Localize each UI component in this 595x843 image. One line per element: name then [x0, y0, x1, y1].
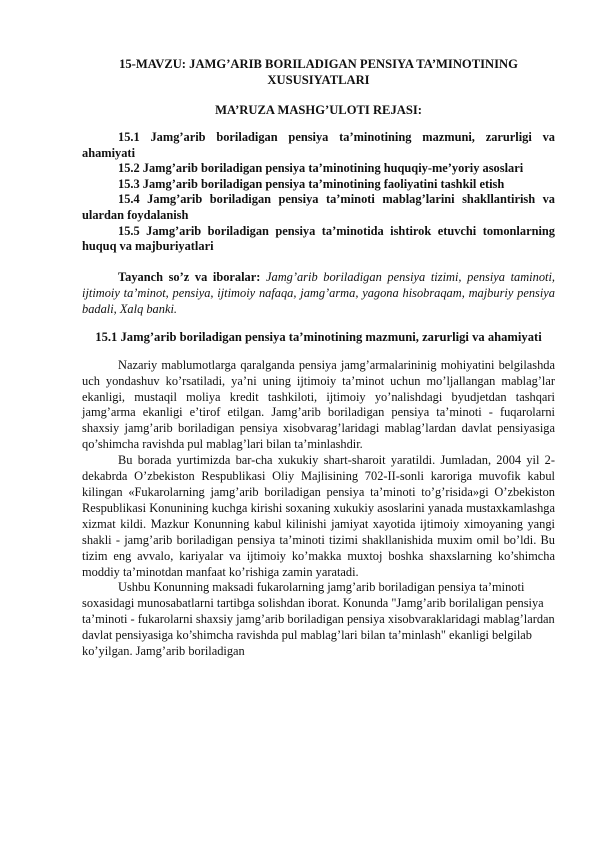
- plan-list: [82, 130, 555, 255]
- plan-item: 15.3 Jamg’arib boriladigan pensiya ta’minotining faoliyatini tashkil etish: [118, 176, 505, 191]
- document-title: 15-MAVZU: JAMG’ARIB BORILADIGAN PENSIYA TA’MINOTINING XUSUSIYATLARI: [119, 57, 518, 87]
- body-paragraph: Bu borada yurtimizda bar-cha xukukiy shart-sharoit yaratildi. Jumladan, 2004 yil 2-dekabrda O’zbekiston Respublikasi Oliy Majlisining 702-II-sonli karoriga muvofik kabul kilingan «Fukarolarning jamg’arib boriladigan pensiya ta’minoti to’g’risida»gi O’zbekiston Respublikasi Konunining kuchga kirishi soxaning xukukiy asoslarini yanada mustaxkamlashga xizmat kildi. Mazkur Konunning kabul kilinishi jamiyat xayotida ijtimoiy ximoyaning yangi shakli - jamg’arib boriladigan pensiya ta’minoti tizimi shakllanishida muxim omil bo’ldi. Bu tizim eng avvalo, kariyalar va ijtimoiy ko’makka muxtoj boshka shaxslarning ko’shimcha moddiy ta’minotdan manfaat ko’rishiga zamin yaratadi.: [82, 453, 555, 579]
- keywords-text: Jamg’arib boriladigan pensiya tizimi, pensiya taminoti, ijtimoiy ta’minot, pensiya, ijtimoiy nafaqa, jamg’arma, yagona hisobraqam, majburiy pensiya badali, Xalq banki.: [82, 269, 555, 316]
- section-heading: 15.1 Jamg’arib boriladigan pensiya ta’minotining mazmuni, zarurligi va ahamiyati: [95, 329, 542, 344]
- plan-heading: MA’RUZA MASHG’ULOTI REJASI:: [215, 103, 422, 117]
- plan-item: 15.5 Jamg’arib boriladigan pensiya ta’minotida ishtirok etuvchi tomonlarning huquq va majburiyatlari: [82, 223, 555, 254]
- body-paragraph: Nazariy mablumotlarga qaralganda pensiya jamg’armalarininig mohiyatini belgilashda uch yondashuv ko’rsatiladi, ya’ni uning ijtimoiy ta’minot uchun mo’ljallangan mablag’lar ekanligi, mustaqil moliya kredit tashkiloti, ijtimoiy yo’nalishdagi byudjetdan tashqari jamg’arma ekanligi e’tirof etilgan. Jamg’arib boriladigan pensiya ta’minoti - fuqarolarni shaxsiy jamg’arib boriladigan pensiya xisobvarag’laridagi mablag’lardan davlat pensiyasiga qo’shimcha ravishda pul mablag’lari bilan ta’minlashdir.: [82, 357, 555, 452]
- plan-item: 15.4 Jamg’arib boriladigan pensiya ta’minoti mablag’larini shakllantirish va ulardan foydalanish: [82, 192, 555, 222]
- body-paragraph: Ushbu Konunning maksadi fukarolarning jamg’arib boriladigan pensiya ta’minoti soxasidagi munosabatlarni tartibga solishdan iborat. Konunda "Jamg’arib borilaligan pensiya ta’minoti - fukarolarni shaxsiy jamg’arib boriladigan pensiya xisobvaraklaridagi mablag’lardan davlat pensiyasiga ko’shimcha ravishda pul mablag’lari bilan ta’minlash" ekanligi belgilab ko’yilgan. Jamg’arib boriladigan: [82, 580, 555, 659]
- keywords-paragraph: [82, 269, 555, 317]
- plan-item: 15.2 Jamg’arib boriladigan pensiya ta’minotining huquqiy-me’yoriy asoslari: [118, 161, 524, 176]
- keywords-label: Tayanch so’z va iboralar:: [118, 269, 261, 284]
- plan-item: 15.1 Jamg’arib boriladigan pensiya ta’minotining mazmuni, zarurligi va ahamiyati: [82, 130, 555, 160]
